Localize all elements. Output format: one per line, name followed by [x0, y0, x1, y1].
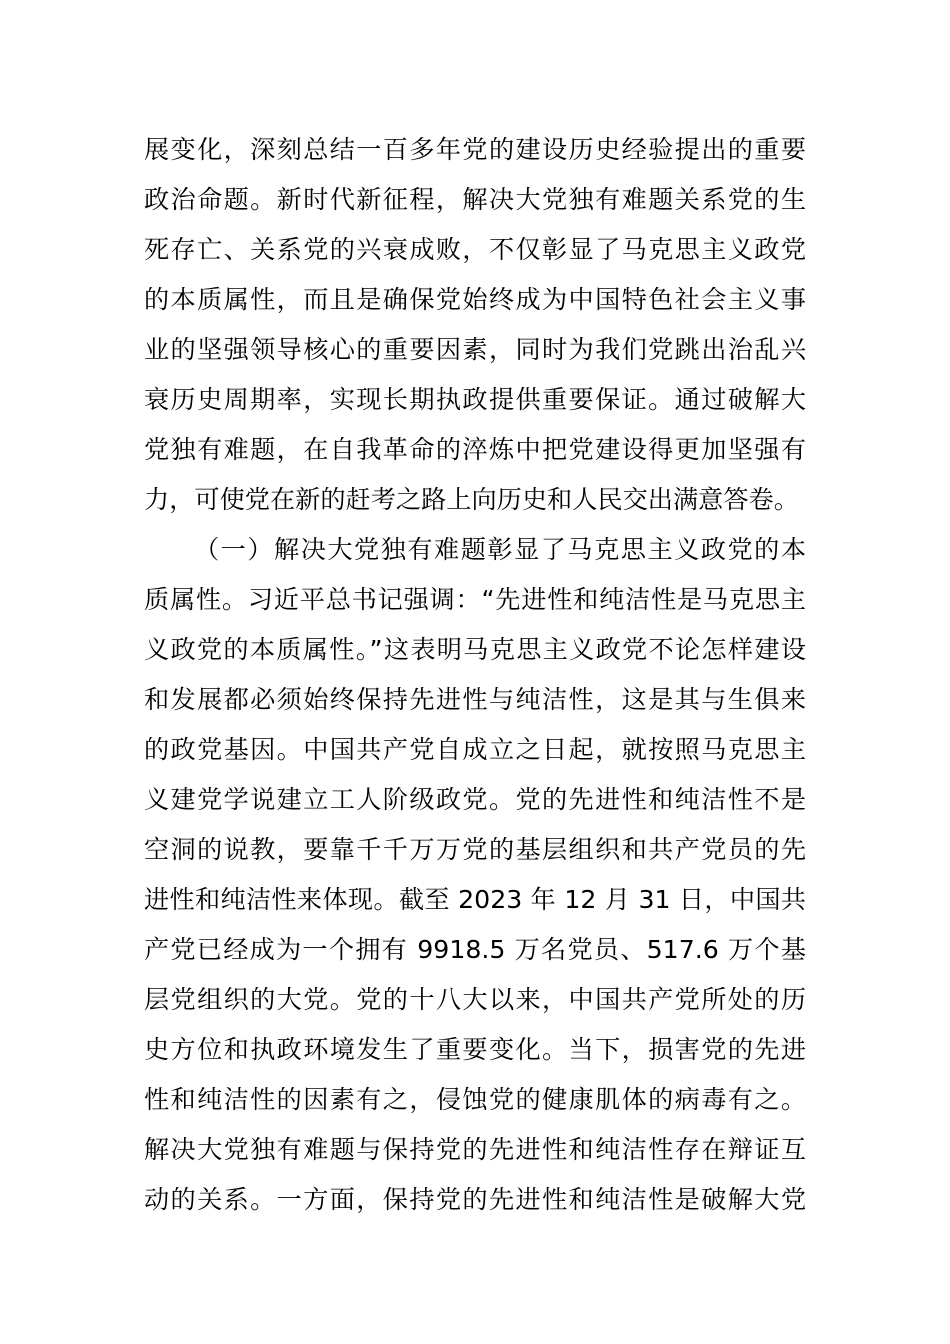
paragraph-line: 的政党基因。中国共产党自成立之日起，就按照马克思主 [144, 735, 806, 764]
paragraph-line: 业的坚强领导核心的重要因素，同时为我们党跳出治乱兴 [144, 335, 806, 364]
paragraph-line: 和发展都必须始终保持先进性与纯洁性，这是其与生俱来 [144, 685, 806, 714]
paragraph-line: 解决大党独有难题与保持党的先进性和纯洁性存在辩证互 [144, 1135, 806, 1164]
paragraph-line: 政治命题。新时代新征程，解决大党独有难题关系党的生 [144, 185, 806, 214]
paragraph-line: 义政党的本质属性。”这表明马克思主义政党不论怎样建设 [144, 635, 806, 664]
paragraph-line: 衰历史周期率，实现长期执政提供重要保证。通过破解大 [144, 385, 806, 414]
paragraph-line: 进性和纯洁性来体现。截至 2023 年 12 月 31 日，中国共 [144, 885, 806, 914]
paragraph-line: 义建党学说建立工人阶级政党。党的先进性和纯洁性不是 [144, 785, 806, 814]
paragraph-line: 产党已经成为一个拥有 9918.5 万名党员、517.6 万个基 [144, 935, 806, 964]
paragraph-line: 质属性。习近平总书记强调：“先进性和纯洁性是马克思主 [144, 585, 806, 614]
paragraph-line: 史方位和执政环境发生了重要变化。当下，损害党的先进 [144, 1035, 806, 1064]
paragraph-line: 动的关系。一方面，保持党的先进性和纯洁性是破解大党 [144, 1185, 806, 1214]
paragraph-line: 死存亡、关系党的兴衰成败，不仅彰显了马克思主义政党 [144, 235, 806, 264]
paragraph-line: 力，可使党在新的赶考之路上向历史和人民交出满意答卷。 [144, 485, 799, 514]
paragraph-line: 展变化，深刻总结一百多年党的建设历史经验提出的重要 [144, 135, 806, 164]
section-heading-line: （一）解决大党独有难题彰显了马克思主义政党的本 [194, 535, 806, 564]
paragraph-line: 性和纯洁性的因素有之，侵蚀党的健康肌体的病毒有之。 [144, 1085, 806, 1114]
paragraph-line: 党独有难题，在自我革命的淬炼中把党建设得更加坚强有 [144, 435, 806, 464]
paragraph-line: 层党组织的大党。党的十八大以来，中国共产党所处的历 [144, 985, 806, 1014]
paragraph-line: 空洞的说教，要靠千千万万党的基层组织和共产党员的先 [144, 835, 806, 864]
paragraph-line: 的本质属性，而且是确保党始终成为中国特色社会主义事 [144, 285, 806, 314]
